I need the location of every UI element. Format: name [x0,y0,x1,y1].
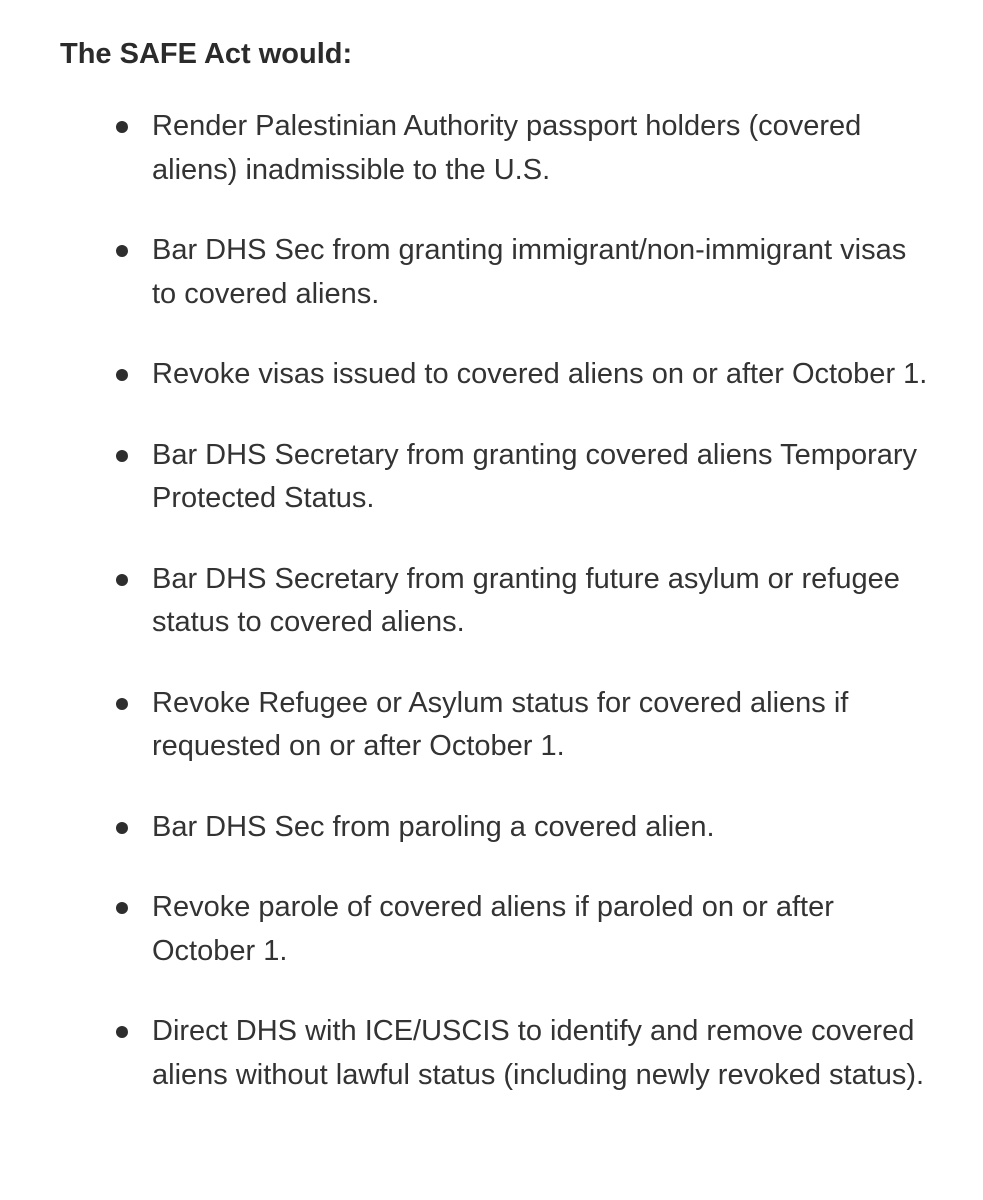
list-item [0,434,932,521]
list-item [0,105,932,192]
list-item [0,1010,932,1097]
bullet-icon [116,1026,128,1038]
list-item-text: Render Palestinian Authority passport holders (covered aliens) inadmissible to the U.S. [152,110,862,186]
list-item-text: Bar DHS Sec from paroling a covered alien. [152,810,715,843]
bullet-icon [116,574,128,586]
document-heading: The SAFE Act would: [60,38,353,70]
bullet-icon [116,698,128,710]
bullet-icon [116,121,128,133]
list-item-text: Revoke visas issued to covered aliens on or after October 1. [152,358,928,390]
list-item-text: Bar DHS Secretary from granting future asylum or refugee status to covered aliens. [152,562,900,638]
list-item-text: Bar DHS Secretary from granting covered aliens Temporary Protected Status. [152,438,918,514]
bullet-icon [116,902,128,914]
list-item-text: Bar DHS Sec from granting immigrant/non-immigrant visas to covered aliens. [152,234,907,310]
list-item [0,806,932,850]
list-item [0,886,932,973]
list-item-text: Revoke parole of covered aliens if paroled on or after October 1. [152,891,834,967]
bullet-icon [116,822,128,834]
list-item-text: Revoke Refugee or Asylum status for covered aliens if requested on or after October 1. [152,686,849,762]
list-item-text: Direct DHS with ICE/USCIS to identify and remove covered aliens without lawful status (including newly revoked status). [152,1015,925,1091]
list-item [0,682,932,769]
list-item [0,558,932,645]
bullet-icon [116,369,128,381]
list-item [0,229,932,316]
bullet-icon [116,450,128,462]
bullet-icon [116,245,128,257]
provisions-list [0,105,932,1134]
list-item [0,353,932,397]
